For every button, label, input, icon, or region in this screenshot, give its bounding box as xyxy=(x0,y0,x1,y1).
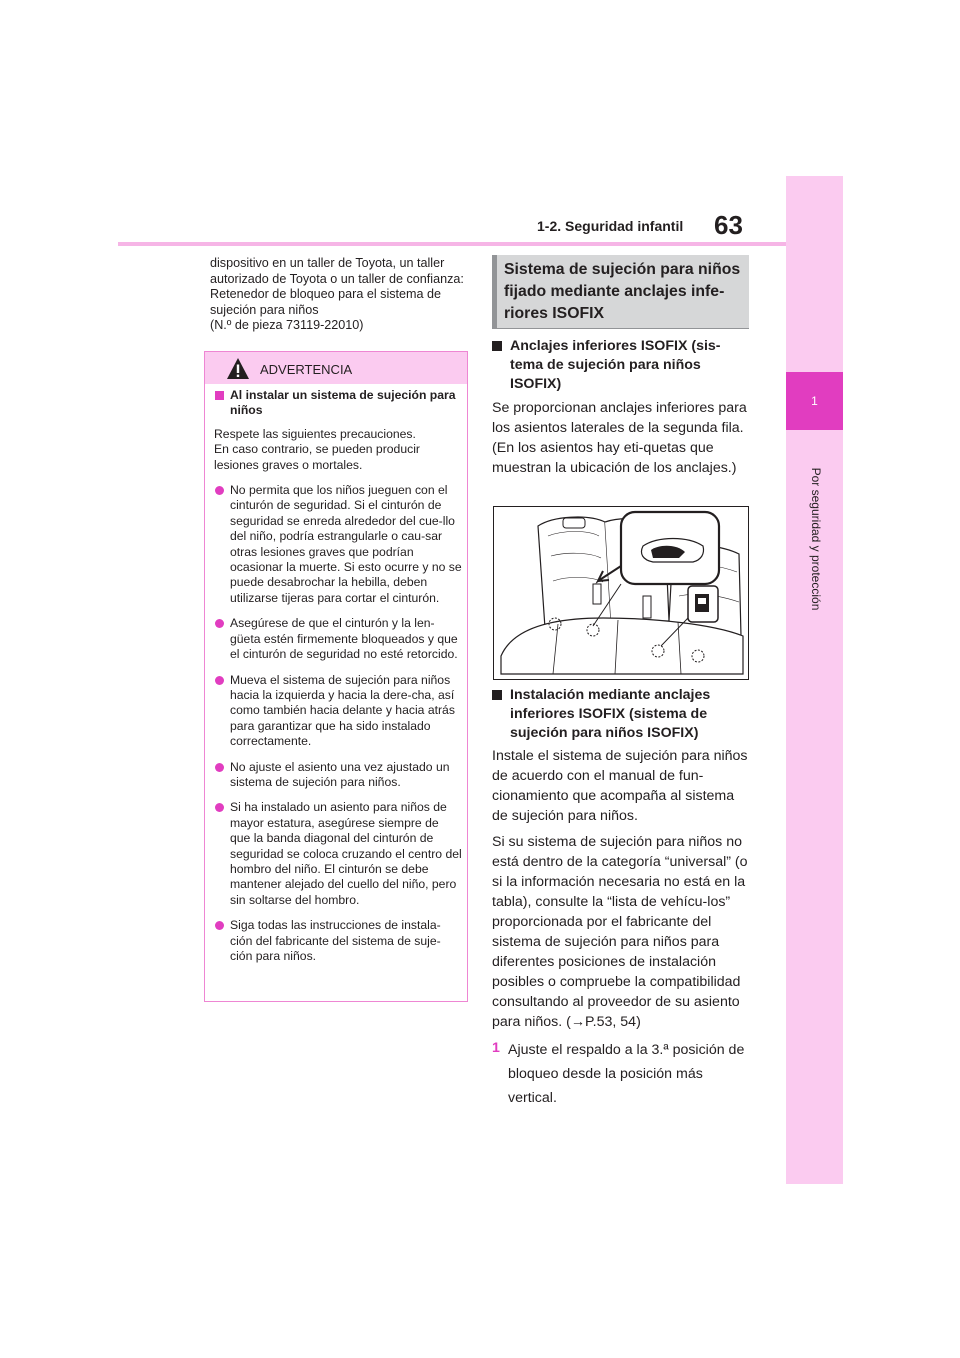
warning-bullet xyxy=(214,918,462,964)
subheading-text: Anclajes inferiores ISOFIX (sis-tema de sujeción para niños ISOFIX) xyxy=(510,338,721,392)
chapter-side-tab xyxy=(786,176,843,1184)
chapter-tab-label: Por seguridad y protección xyxy=(809,467,823,611)
step-number: 1 xyxy=(492,1040,500,1056)
warning-subheading-text: Al instalar un sistema de sujeción para niños xyxy=(230,388,456,418)
warning-paragraph: Respete las siguientes precauciones. En caso contrario, se pueden producir lesiones graves o mortales. xyxy=(214,426,420,472)
warning-bullet-text: No permita que los niños jueguen con el cinturón de seguridad. Si el cinturón de seguridad se enreda alrededor del cue-llo del niño, podría estrangularle o cau-sar otras lesiones graves que podrían ocasionar la muerte. Si esto ocurre y no se puede desabrochar la hebilla, deben utilizarse tijeras para cortar el cinturón. xyxy=(230,483,462,605)
warning-title: ADVERTENCIA xyxy=(260,362,353,377)
page-number: 63 xyxy=(714,210,743,240)
square-bullet-icon xyxy=(492,690,502,700)
circle-bullet-icon xyxy=(215,921,224,930)
warning-bullet xyxy=(214,616,462,662)
isofix-seat-illustration xyxy=(493,506,749,680)
installation-paragraph: Si su sistema de sujeción para niños no está dentro de la categoría “universal” (o si la información necesaria no está en la tabla), consulte la “lista de vehícu-los” proporcionada por el fabricante del sistema de sujeción para niños para diferentes posiciones de instalación posibles o compruebe la compatibilidad consultando al proveedor de su asiento para niños. (→P.53, 54) xyxy=(492,834,748,1030)
warning-bullet-text: Si ha instalado un asiento para niños de mayor estatura, asegúrese siempre de que la banda diagonal del cinturón de seguridad se coloca cruzando el centro del hombro del niño. El cinturón se debe mantener alejado del cuello del niño, pero sin soltarse del hombro. xyxy=(230,800,462,907)
warning-bullet xyxy=(214,483,462,606)
warning-bullet-text: Mueva el sistema de sujeción para niños hacia la izquierda y hacia la dere-cha, así como también hacia delante y hacia atrás para garantizar que ha sido instalado correctamente. xyxy=(230,672,455,749)
warning-triangle-icon xyxy=(226,357,250,381)
warning-bullet xyxy=(214,760,462,791)
warning-subheading xyxy=(214,388,462,419)
installation-step xyxy=(492,1038,748,1110)
warning-bullet-text: Siga todas las instrucciones de instala-ción del fabricante del sistema de suje-ción para niños. xyxy=(230,918,441,963)
warning-bullet xyxy=(214,800,462,908)
square-bullet-icon xyxy=(492,341,502,351)
warning-bullet-text: No ajuste el asiento una vez ajustado un sistema de sujeción para niños. xyxy=(230,759,450,789)
header-rule xyxy=(118,242,786,246)
circle-bullet-icon xyxy=(215,803,224,812)
subheading-isofix-installation xyxy=(492,686,748,743)
square-bullet-icon xyxy=(215,391,224,400)
chapter-tab-number: 1 xyxy=(811,394,818,408)
warning-bullet-text: Asegúrese de que el cinturón y la len-güeta estén firmemente bloqueados y que el cinturón de seguridad no esté retorcido. xyxy=(230,616,458,662)
warning-content xyxy=(214,388,462,974)
installation-paragraph: Instale el sistema de sujeción para niños de acuerdo con el manual de fun-cionamiento que acompaña al sistema de sujeción para niños. xyxy=(492,748,748,824)
subheading-text: Instalación mediante anclajes inferiores ISOFIX (sistema de sujeción para niños ISOFIX) xyxy=(510,687,711,741)
section-heading: Sistema de sujeción para niños fijado mediante anclajes infe-riores ISOFIX xyxy=(504,261,741,322)
section-title: 1-2. Seguridad infantil xyxy=(537,218,684,234)
circle-bullet-icon xyxy=(215,619,224,628)
circle-bullet-icon xyxy=(215,486,224,495)
circle-bullet-icon xyxy=(215,763,224,772)
intro-paragraph: dispositivo en un taller de Toyota, un taller autorizado de Toyota o un taller de confianza: Retenedor de bloqueo para el sistema de sujeción para niños (N.º de pieza 73119-22010) xyxy=(210,256,464,333)
subheading-isofix-anchors xyxy=(492,337,748,394)
warning-bullet xyxy=(214,673,462,750)
circle-bullet-icon xyxy=(215,676,224,685)
isofix-anchors-paragraph: Se proporcionan anclajes inferiores para los asientos laterales de la segunda fila. (En los asientos hay eti-quetas que muestran la ubicación de los anclajes.) xyxy=(492,400,747,476)
step-text: Ajuste el respaldo a la 3.ª posición de bloqueo desde la posición más vertical. xyxy=(508,1042,745,1106)
isofix-installation-body xyxy=(492,746,748,1110)
